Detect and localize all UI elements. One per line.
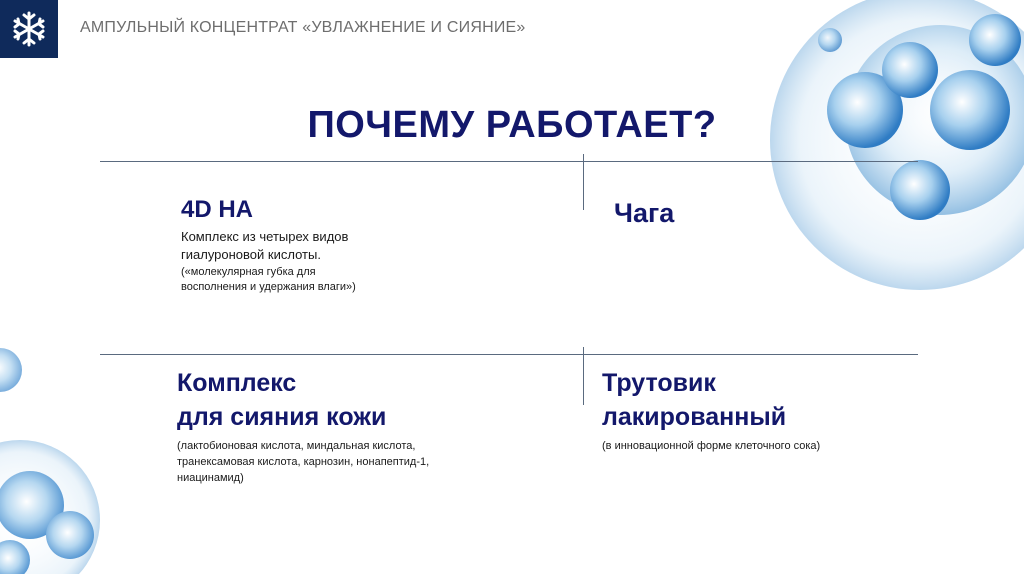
quadrant-title-radiance-complex: Комплекс — [177, 369, 297, 397]
quadrant-desc-line: ниацинамид) — [177, 472, 244, 484]
quadrant-desc-line: восполнения и удержания влаги») — [181, 281, 356, 293]
quadrant-desc-line: Комплекс из четырех видов — [181, 229, 349, 244]
top-divider — [100, 161, 918, 162]
quadrant-desc-line: (в инновационной форме клеточного сока) — [602, 440, 821, 452]
quadrant-title-chaga: Чага — [614, 198, 675, 228]
quadrant-desc-line: (лактобионовая кислота, миндальная кислота, — [177, 440, 416, 452]
top-vertical-divider — [583, 154, 584, 210]
quadrant-title-trutovik-2: лакированный — [602, 403, 787, 431]
quadrant-desc-line: транексамовая кислота, карнозин, нонапептид-1, — [177, 456, 430, 468]
water-bubbles-decoration — [770, 0, 1024, 300]
quadrant-desc-line: гиалуроновой кислоты. — [181, 247, 321, 262]
brand-logo — [0, 0, 58, 58]
middle-vertical-divider — [583, 347, 584, 405]
quadrant-desc-line: («молекулярная губка для — [181, 266, 316, 278]
page-title: ПОЧЕМУ РАБОТАЕТ? — [307, 104, 717, 146]
quadrant-title-4d-ha: 4D HA — [181, 196, 254, 223]
middle-divider — [100, 354, 918, 355]
header-title: АМПУЛЬНЫЙ КОНЦЕНТРАТ «УВЛАЖНЕНИЕ И СИЯНИЕ» — [80, 19, 526, 36]
quadrant-title-trutovik: Трутовик — [602, 369, 716, 397]
water-bubbles-decoration-left — [0, 320, 120, 574]
quadrant-title-radiance-complex-2: для сияния кожи — [177, 403, 387, 431]
snowflake-icon — [9, 9, 49, 49]
